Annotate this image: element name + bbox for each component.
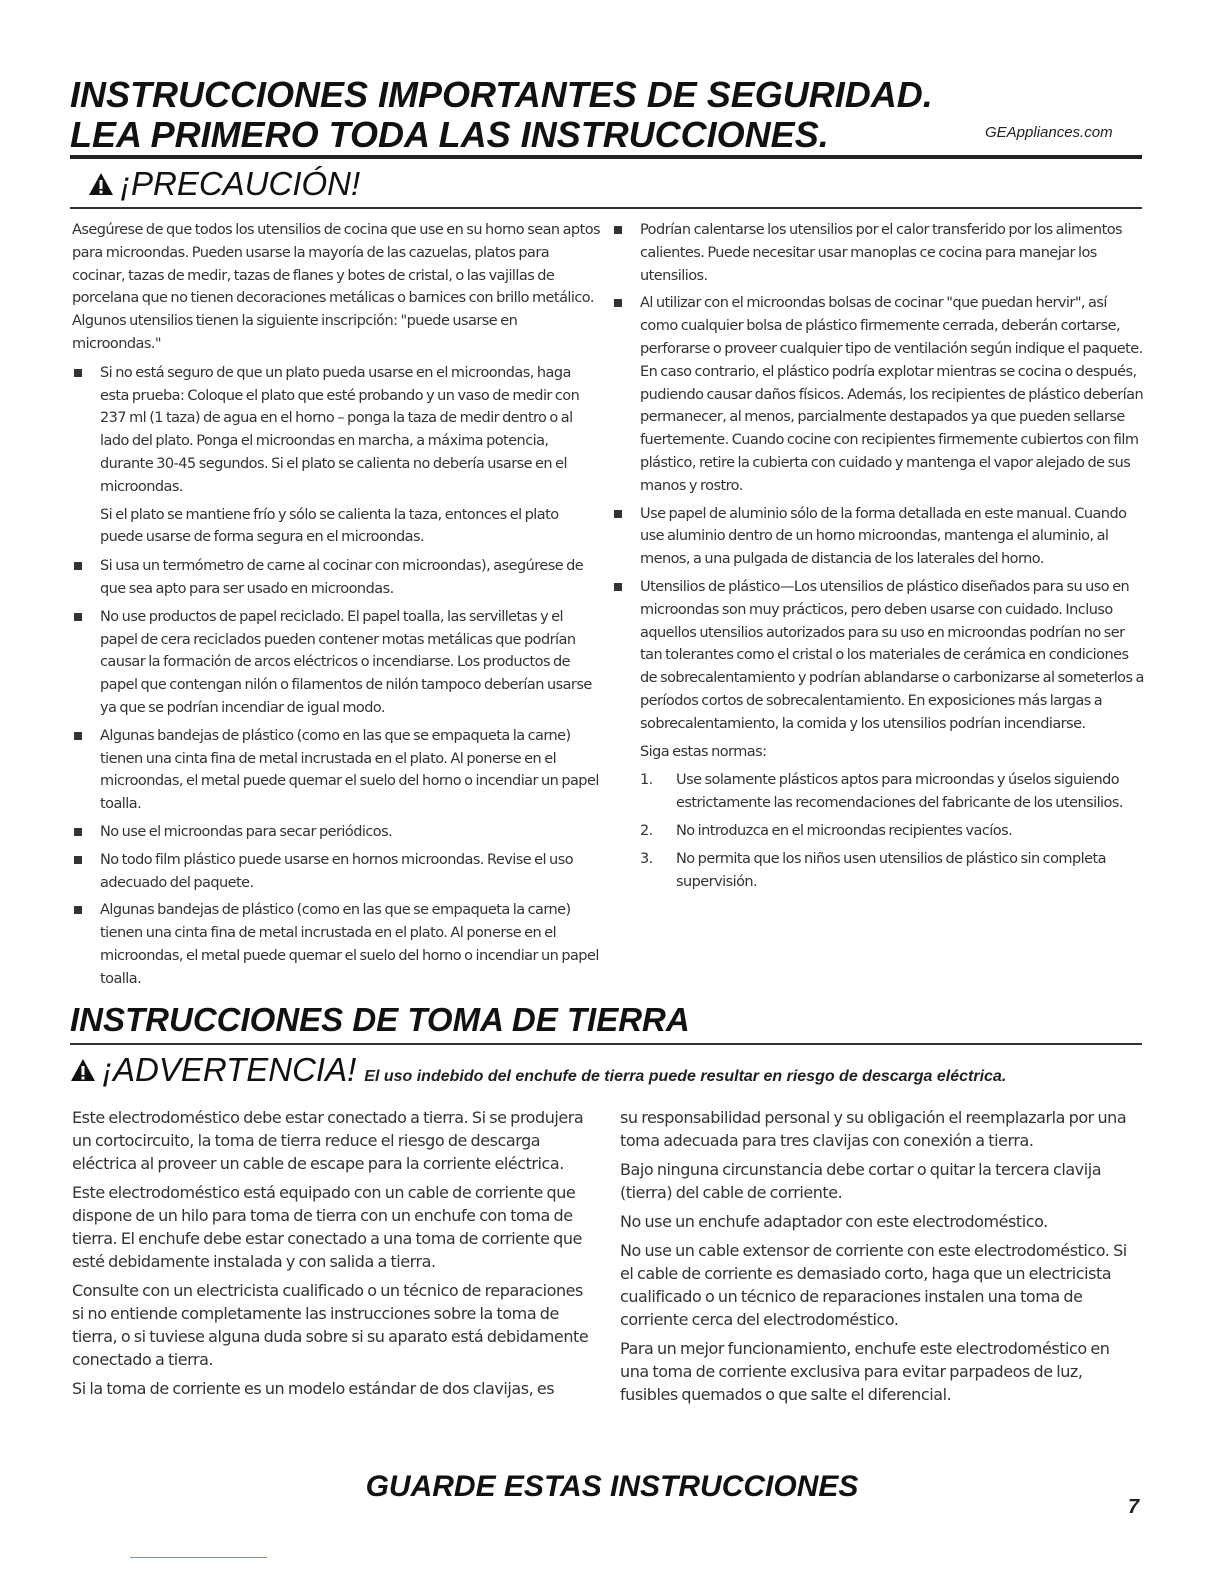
numbered-item: 1. Use solamente plásticos aptos para microondas y úselos siguiendo estrictamente las recomendaciones del fabricante de los utensilios. [640, 772, 1123, 812]
paragraph: Si la toma de corriente es un modelo estándar de dos clavijas, es [72, 1379, 555, 1398]
list-item: No use productos de papel reciclado. El papel toalla, las servilletas y el papel de cera reciclados pueden contener motas metálicas que podrían causar la formación de arcos eléctricos o incendiarse. Los productos de papel que contengan nilón o filamentos de nilón tampoco deberían usarse ya que se podrían incendiar de igual modo. [72, 606, 602, 720]
grounding-rule [70, 1043, 1142, 1045]
bullet-square-icon [614, 226, 622, 234]
grounding-heading: INSTRUCCIONES DE TOMA DE TIERRA [70, 1001, 690, 1038]
bullet-square-icon [74, 828, 82, 836]
grounding-left-column [72, 1106, 592, 1406]
numbered-item: 3. No permita que los niños usen utensilios de plástico sin completa supervisión. [640, 850, 1106, 890]
caution-title: ¡PRECAUCIÓN! [120, 165, 361, 202]
warning-row [70, 1051, 1006, 1089]
paragraph: su responsabilidad personal y su obligación el reemplazarla por una toma adecuada para tres clavijas con conexión a tierra. [620, 1108, 1127, 1150]
caution-left-column [72, 219, 602, 996]
caution-heading [88, 165, 360, 203]
paragraph: Este electrodoméstico debe estar conectado a tierra. Si se produjera un cortocircuito, la toma de tierra reduce el riesgo de descarga eléctrica al proveer un cable de escape para la corriente eléctrica. [72, 1108, 584, 1173]
bullet-square-icon [614, 299, 622, 307]
caution-right-column [612, 219, 1147, 898]
numbered-item: 2. No introduzca en el microondas recipientes vacíos. [640, 822, 1013, 839]
bullet-square-icon [74, 856, 82, 864]
warning-title: ¡ADVERTENCIA! [102, 1051, 357, 1088]
footer-divider [130, 1557, 267, 1558]
bullet-square-icon [74, 613, 82, 621]
page-title-line2: LEA PRIMERO TODA LAS INSTRUCCIONES. [70, 114, 829, 155]
warning-triangle-icon [88, 172, 114, 196]
paragraph: No use un cable extensor de corriente con este electrodoméstico. Si el cable de corriente es demasiado corto, haga que un electricista cualificado o un técnico de reparaciones instalen una toma de corriente cerca del electrodoméstico. [620, 1241, 1127, 1329]
page-title-line1: INSTRUCCIONES IMPORTANTES DE SEGURIDAD. [70, 74, 933, 115]
list-item: Algunas bandejas de plástico (como en las que se empaqueta la carne) tienen una cinta fina de metal incrustada en el plato. Al ponerse en el microondas, el metal puede quemar el suelo del horno o incendiar un papel toalla. [72, 725, 602, 816]
bullet-square-icon [614, 510, 622, 518]
grounding-right-column [620, 1106, 1140, 1412]
caution-rule [70, 207, 1142, 209]
bullet-square-icon [74, 732, 82, 740]
paragraph: Para un mejor funcionamiento, enchufe este electrodoméstico en una toma de corriente exclusiva para evitar parpadeos de luz, fusibles quemados o que salte el diferencial. [620, 1339, 1110, 1404]
save-instructions-footer: GUARDE ESTAS INSTRUCCIONES [365, 1470, 859, 1503]
rules-intro: Siga estas normas: [640, 743, 767, 760]
paragraph: Bajo ninguna circunstancia debe cortar o quitar la tercera clavija (tierra) del cable de corriente. [620, 1160, 1102, 1202]
page-number: 7 [1128, 1496, 1140, 1518]
bullet-square-icon [74, 369, 82, 377]
list-item: Utensilios de plástico—Los utensilios de plástico diseñados para su uso en microondas son muy prácticos, pero deben usarse con cuidado. Incluso aquellos utensilios autorizados para su uso en microondas podrían no ser tan tolerantes como el cristal o los materiales de cerámica en condiciones de sobrecalentamiento y podrían ablandarse o carbonizarse al someterlos a períodos cortos de sobrecalentamiento. En exposiciones más largas a sobrecalentamiento, la comida y los utensilios podrían incendiarse. [612, 576, 1147, 736]
paragraph: No use un enchufe adaptador con este electrodoméstico. [620, 1212, 1048, 1231]
website-link[interactable]: GEAppliances.com [985, 124, 1113, 141]
warning-text: El uso indebido del enchufe de tierra puede resultar en riesgo de descarga eléctrica. [364, 1068, 1007, 1085]
paragraph: Este electrodoméstico está equipado con un cable de corriente que dispone de un hilo para toma de tierra con un enchufe con toma de tierra. El enchufe debe estar conectado a una toma de corriente que esté debidamente instalada y con salida a tierra. [72, 1183, 582, 1271]
list-item: Si usa un termómetro de carne al cocinar con microondas), asegúrese de que sea apto para ser usado en microondas. [72, 555, 602, 601]
list-item: Use papel de aluminio sólo de la forma detallada en este manual. Cuando use aluminio dentro de un horno microondas, mantenga el aluminio, al menos, a una pulgada de distancia de los laterales del horno. [612, 503, 1147, 571]
list-item-continuation: Si el plato se mantiene frío y sólo se calienta la taza, entonces el plato puede usarse de forma segura en el microondas. [100, 506, 559, 546]
caution-intro: Asegúrese de que todos los utensilios de cocina que use en su horno sean aptos para microondas. Pueden usarse la mayoría de las cazuelas, platos para cocinar, tazas de medir, tazas de flanes y botes de cristal, o las vajillas de porcelana que no tienen decoraciones metálicas o barnices con brillo metálico. Algunos utensilios tienen la siguiente inscripción: "puede usarse en microondas." [72, 222, 601, 352]
list-item: Si no está seguro de que un plato pueda usarse en el microondas, haga esta prueba: Coloque el plato que esté probando y un vaso de medir con 237 ml (1 taza) de agua en el horno – ponga la taza de medir dentro o al lado del plato. Ponga el microondas en marcha, a máxima potencia, durante 30-45 segundos. Si el plato se calienta no debería usarse en el microondas. [72, 362, 602, 499]
paragraph: Consulte con un electricista cualificado o un técnico de reparaciones si no entiende completamente las instrucciones sobre la toma de tierra, o si tuviese alguna duda sobre si su aparato está debidamente conectado a tierra. [72, 1281, 589, 1369]
warning-triangle-icon [70, 1058, 96, 1082]
header-rule [70, 155, 1142, 159]
bullet-square-icon [74, 906, 82, 914]
list-item: Al utilizar con el microondas bolsas de cocinar "que puedan hervir", así como cualquier bolsa de plástico firmemente cerrada, deberán cortarse, perforarse o proveer cualquier tipo de ventilación según indique el paquete. En caso contrario, el plástico podría explotar mientras se cocina o después, pudiendo causar daños físicos. Además, los recipientes de plástico deberían permanecer, al menos, parcialmente destapados ya que pueden sellarse fuertemente. Cuando cocine con recipientes firmemente cubiertos con film plástico, retire la cubierta con cuidado y mantenga el vapor alejado de sus manos y rostro. [612, 292, 1147, 497]
bullet-square-icon [614, 583, 622, 591]
list-item: No todo film plástico puede usarse en hornos microondas. Revise el uso adecuado del paquete. [72, 849, 602, 895]
bullet-square-icon [74, 562, 82, 570]
list-item: Algunas bandejas de plástico (como en las que se empaqueta la carne) tienen una cinta fina de metal incrustada en el plato. Al ponerse en el microondas, el metal puede quemar el suelo del horno o incendiar un papel toalla. [72, 899, 602, 990]
list-item: Podrían calentarse los utensilios por el calor transferido por los alimentos calientes. Puede necesitar usar manoplas ce cocina para manejar los utensilios. [612, 219, 1147, 287]
list-item: No use el microondas para secar periódicos. [72, 821, 602, 844]
